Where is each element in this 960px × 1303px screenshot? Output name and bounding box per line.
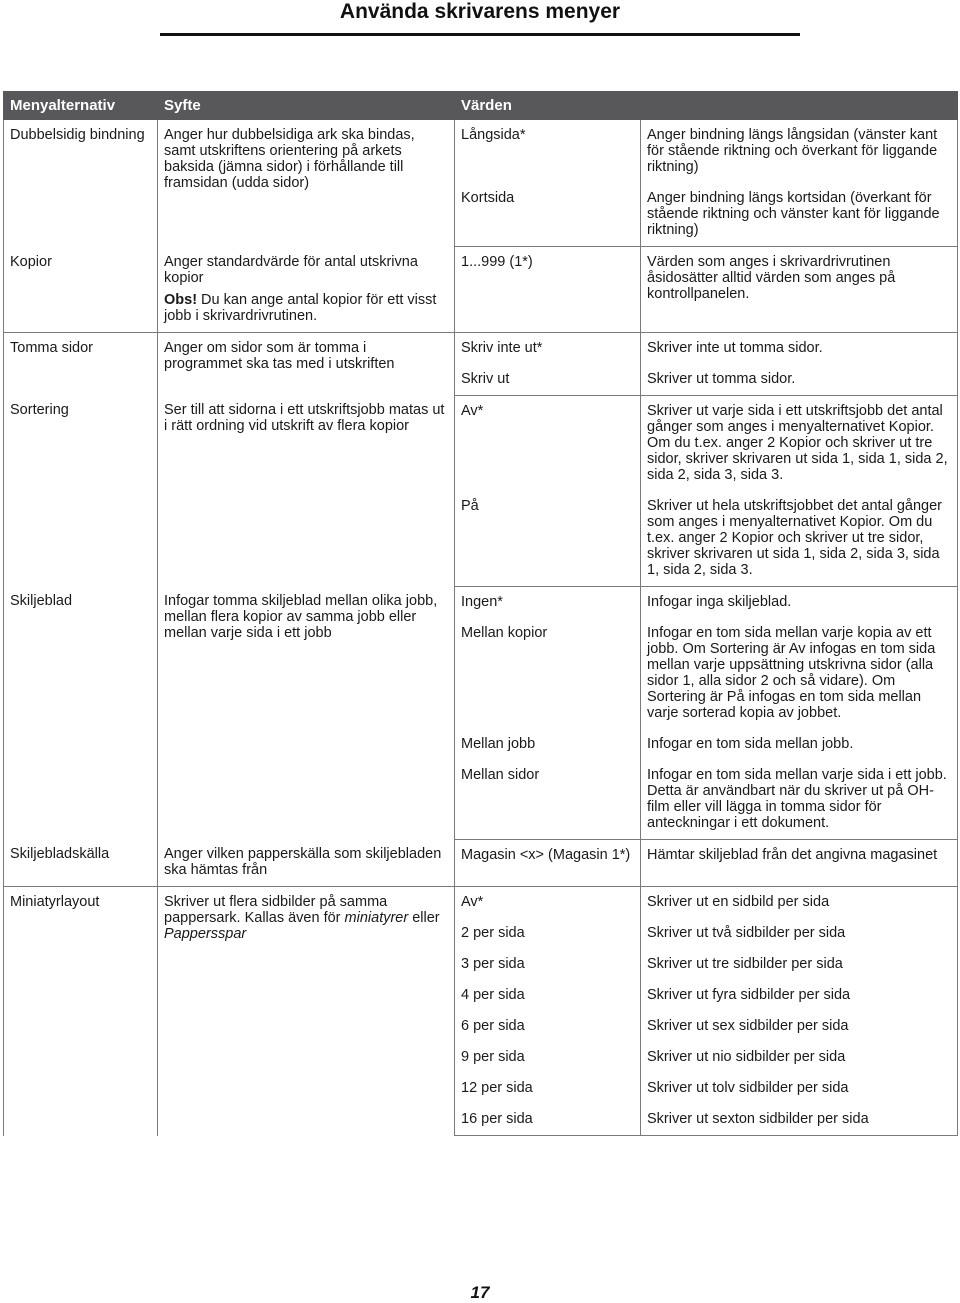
table-row [4,395,958,491]
purpose-cell [158,247,455,333]
menu-name: Kopior [10,253,52,270]
purpose-cell [158,887,455,1136]
menu-name: Dubbelsidig bindning [10,127,145,143]
purpose-cell [158,120,455,247]
purpose-cell [158,395,455,586]
table-row [4,332,958,364]
option-value: Skriv inte ut* [455,332,641,364]
option-desc: Skriver ut varje sida i ett utskriftsjobb det antal gånger som anges i menyalternativet Kopior. Om du t.ex. anger 2 Kopior och skriver ut tre sidor, skriver skrivaren ut sida 1, sida 1, sida 2, sida 2, sida 3, sida 3. [641,395,958,491]
option-desc: Infogar inga skiljeblad. [641,586,958,618]
option-value: Mellan sidor [455,760,641,840]
menu-name: Skiljeblad [10,593,73,609]
menu-name-cell [4,839,158,887]
option-desc: Skriver ut en sidbild per sida [641,887,958,919]
option-desc: Anger bindning längs långsidan (vänster kant för stående riktning och överkant för liggande riktning) [641,120,958,184]
menu-name-cell [4,247,158,333]
option-desc: Värden som anges i skrivardrivrutinen åsidosätter alltid värden som anges på kontrollpanelen. [641,247,958,333]
option-value: 4 per sida [455,980,641,1011]
option-value: På [455,491,641,587]
option-desc: Skriver ut fyra sidbilder per sida [641,980,958,1011]
purpose-text: Anger om sidor som är tomma i programmet ska tas med i utskriften [164,339,395,372]
option-value: Magasin <x> (Magasin 1*) [455,839,641,887]
option-value: Mellan kopior [455,618,641,729]
menu-name-cell [4,395,158,586]
option-desc: Skriver inte ut tomma sidor. [641,332,958,364]
option-desc: Skriver ut hela utskriftsjobbet det antal gånger som anges i menyalternativet Kopior. Om du t.ex. anger 2 Kopior och skriver ut tre sidor, skriver skrivaren ut sida 1, sida 2, sida 3, sida 1, sida 2, sida 3. [641,491,958,587]
header-menu: Menyalternativ [4,92,158,120]
purpose-cell [158,332,455,395]
menu-name: Miniatyrlayout [10,894,100,910]
note-text: Du kan ange antal kopior för ett visst jobb i skrivardrivrutinen. [164,291,437,324]
option-desc: Skriver ut tolv sidbilder per sida [641,1073,958,1104]
menu-name-cell [4,887,158,1136]
table-row [4,120,958,184]
option-value: 6 per sida [455,1011,641,1042]
option-desc: Skriver ut två sidbilder per sida [641,918,958,949]
purpose-text: Anger hur dubbelsidiga ark ska bindas, samt utskriftens orientering på arkets baksida (jämna sidor) i förhållande till framsidan (udda sidor) [164,127,415,191]
option-desc: Skriver ut sexton sidbilder per sida [641,1104,958,1136]
purpose-text: Infogar tomma skiljeblad mellan olika jobb, mellan flera kopior av samma jobb eller mellan varje sida i ett jobb [164,593,438,641]
purpose-text: Anger vilken papperskälla som skiljebladen ska hämtas från [164,846,442,878]
menu-name-cell [4,586,158,839]
option-value: Kortsida [455,183,641,247]
menu-name: Sortering [10,402,69,418]
purpose-cell [158,839,455,887]
option-desc: Skriver ut tomma sidor. [641,364,958,396]
menu-name: Tomma sidor [10,339,93,356]
option-desc: Skriver ut sex sidbilder per sida [641,1011,958,1042]
purpose-text: Ser till att sidorna i ett utskriftsjobb matas ut i rätt ordning vid utskrift av flera kopior [164,402,445,434]
title-underline [160,33,800,36]
option-value: Långsida* [455,120,641,184]
option-value: 16 per sida [455,1104,641,1136]
option-desc: Hämtar skiljeblad från det angivna magasinet [641,839,958,887]
purpose-text: Skriver ut flera sidbilder på samma pappersark. Kallas även för miniatyrer eller Pappersspar [164,894,440,942]
option-value: 9 per sida [455,1042,641,1073]
table-row [4,839,958,887]
option-value: Ingen* [455,586,641,618]
table-row [4,247,958,333]
table-row [4,586,958,618]
menu-table [3,91,958,1136]
page-number: 17 [470,1283,490,1302]
purpose-cell [158,586,455,839]
option-value: Mellan jobb [455,729,641,760]
option-value: Skriv ut [455,364,641,396]
page-title: Använda skrivarens menyer [339,0,621,23]
option-desc: Skriver ut tre sidbilder per sida [641,949,958,980]
option-value: Av* [455,887,641,919]
menu-name-cell [4,120,158,247]
menu-name: Skiljebladskälla [10,846,110,862]
header-values: Värden [455,92,958,120]
header-purpose: Syfte [158,92,455,120]
option-value: Av* [455,395,641,491]
option-value: 2 per sida [455,918,641,949]
option-desc: Infogar en tom sida mellan jobb. [641,729,958,760]
option-desc: Skriver ut nio sidbilder per sida [641,1042,958,1073]
option-value: 12 per sida [455,1073,641,1104]
option-desc: Infogar en tom sida mellan varje sida i ett jobb. Detta är användbart när du skriver ut på OH-film eller vill lägga in tomma sidor för anteckningar i ett dokument. [641,760,958,840]
purpose-text: Anger standardvärde för antal utskrivna kopior [164,253,418,286]
option-value: 3 per sida [455,949,641,980]
option-desc: Infogar en tom sida mellan varje kopia av ett jobb. Om Sortering är Av infogas en tom sida mellan varje uppsättning utskrivna sidor (alla sidor 1, alla sidor 2 och så vidare). Om Sortering är På infogas en tom sida mellan varje sorterad kopia av jobbet. [641,618,958,729]
option-desc: Anger bindning längs kortsidan (överkant för stående riktning och vänster kant för liggande riktning) [641,183,958,247]
option-value: 1...999 (1*) [455,247,641,333]
table-header-row [4,92,958,120]
note-label: Obs! [164,291,198,308]
note-paragraph [164,292,448,324]
table-row [4,887,958,919]
menu-name-cell [4,332,158,395]
